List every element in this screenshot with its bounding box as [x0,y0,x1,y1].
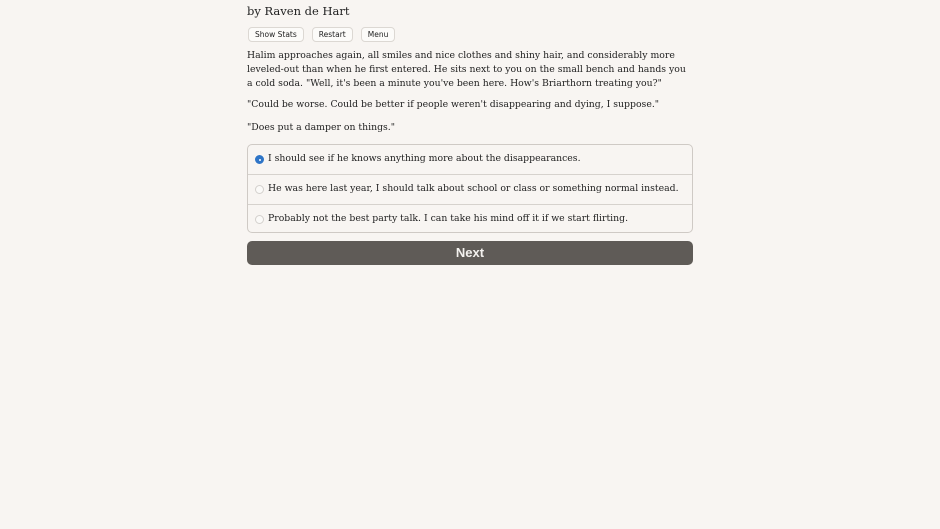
choice-option-flirting[interactable] [248,205,692,233]
restart-button[interactable]: Restart [312,27,353,42]
radio-selected-icon[interactable] [255,155,264,164]
story-paragraph: "Could be worse. Could be better if people weren't disappearing and dying, I suppose." [247,99,660,110]
choice-label: He was here last year, I should talk about school or class or something normal instead. [268,183,679,194]
radio-unselected-icon[interactable] [255,215,264,224]
choice-option-disappearances[interactable] [248,145,692,175]
show-stats-button[interactable]: Show Stats [248,27,304,42]
story-paragraph: Halim approaches again, all smiles and nice clothes and shiny hair, and considerably more leveled-out than when he first entered. He sits next to you on the small bench and hands you a cold soda. "Well, it's been a minute you've been here. How's Briarthorn treating you?" [247,50,686,89]
radio-unselected-icon[interactable] [255,185,264,194]
menu-button[interactable]: Menu [361,27,396,42]
choice-label: Probably not the best party talk. I can take his mind off it if we start flirting. [268,213,629,224]
choice-list [247,144,693,233]
story-paragraph: "Does put a damper on things." [247,122,396,133]
toolbar [248,27,395,42]
next-button[interactable]: Next [247,241,693,265]
author-byline: by Raven de Hart [247,4,350,18]
choice-option-school[interactable] [248,175,692,205]
choice-label: I should see if he knows anything more about the disappearances. [268,153,581,164]
